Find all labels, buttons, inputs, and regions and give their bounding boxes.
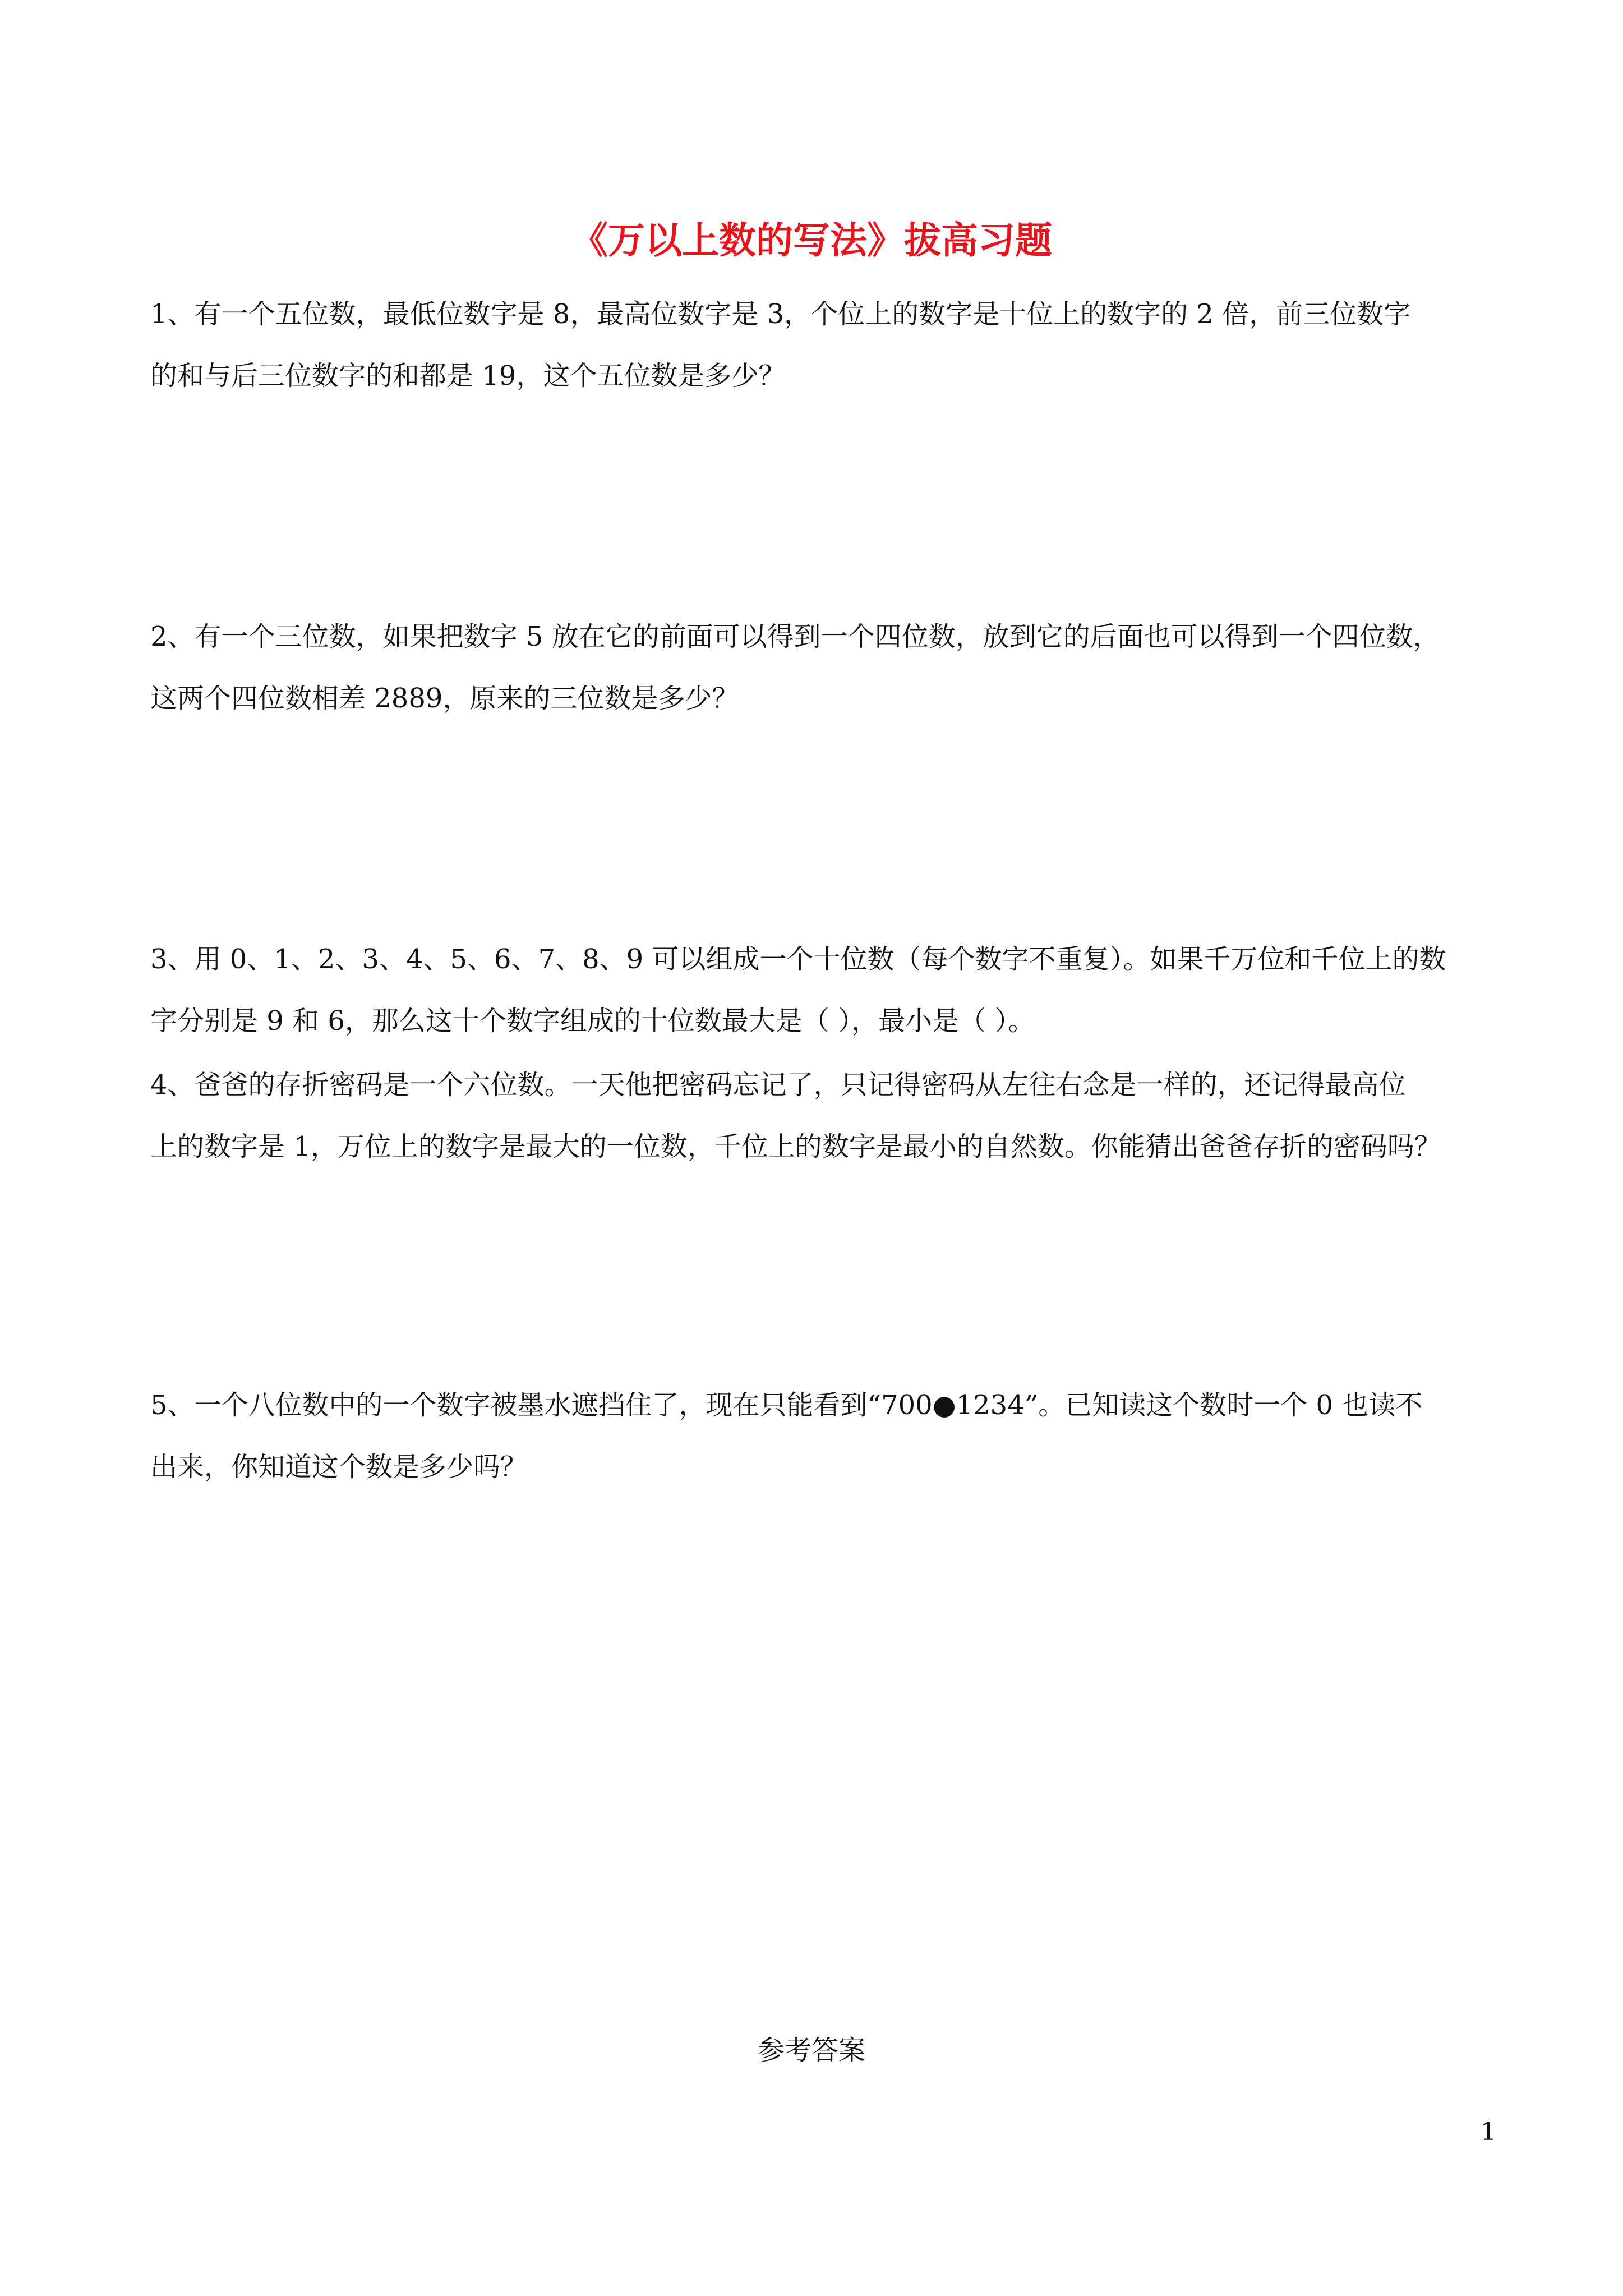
page-number: 1 xyxy=(1481,2118,1496,2146)
question-4-line-2: 上的数字是 1，万位上的数字是最大的一位数，千位上的数字是最小的自然数。你能猜出爸爸存折的密码吗？ xyxy=(150,1131,1441,1162)
question-2-line-1: 2、有一个三位数，如果把数字 5 放在它的前面可以得到一个四位数，放到它的后面也可以得到一个四位数， xyxy=(150,621,1440,652)
document-title: 《万以上数的写法》拔高习题 xyxy=(571,218,1052,262)
question-3-line-2: 字分别是 9 和 6，那么这十个数字组成的十位数最大是（ ），最小是（ ）。 xyxy=(150,1005,1035,1037)
question-5-line-1: 5、一个八位数中的一个数字被墨水遮挡住了，现在只能看到“700●1234”。已知读这个数时一个 0 也读不 xyxy=(150,1389,1423,1421)
question-3-line-1: 3、用 0、1、2、3、4、5、6、7、8、9 可以组成一个十位数（每个数字不重复）。如果千万位和千位上的数 xyxy=(150,944,1446,975)
question-5-line-2: 出来，你知道这个数是多少吗？ xyxy=(150,1451,528,1483)
question-4-line-1: 4、爸爸的存折密码是一个六位数。一天他把密码忘记了，只记得密码从左往右念是一样的，还记得最高位 xyxy=(150,1069,1406,1101)
answer-heading: 参考答案 xyxy=(757,2035,865,2066)
question-1-line-2: 的和与后三位数字的和都是 19，这个五位数是多少？ xyxy=(150,360,786,392)
question-1-line-1: 1、有一个五位数，最低位数字是 8，最高位数字是 3，个位上的数字是十位上的数字的 2 倍，前三位数字 xyxy=(150,298,1411,330)
question-2-line-2: 这两个四位数相差 2889，原来的三位数是多少？ xyxy=(150,683,739,714)
